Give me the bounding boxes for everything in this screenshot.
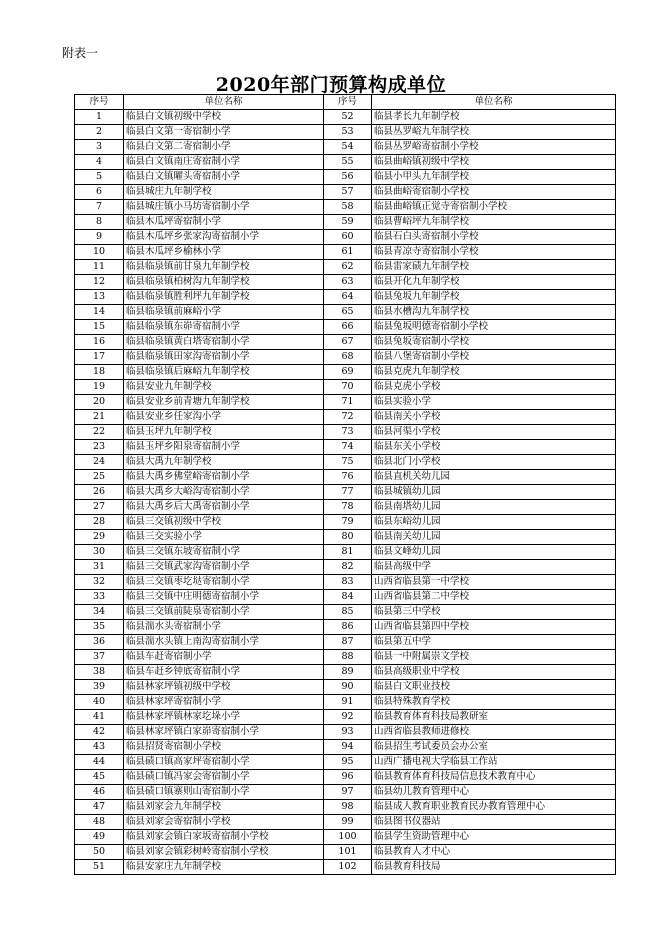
row-name-left: 临县碛口镇冯家会寄宿制小学 [124, 770, 324, 785]
row-index-right: 95 [324, 755, 372, 770]
row-index-right: 92 [324, 710, 372, 725]
row-index-left: 32 [75, 575, 124, 590]
row-name-right: 山西省临县教师进修校 [372, 725, 616, 740]
row-index-left: 34 [75, 605, 124, 620]
row-name-right: 临县教育人才中心 [372, 845, 616, 860]
row-index-right: 66 [324, 320, 372, 335]
row-name-left: 临县湍水头寄宿制小学 [124, 620, 324, 635]
row-name-left: 临县临泉镇田家沟寄宿制小学 [124, 350, 324, 365]
units-table [74, 94, 616, 875]
row-index-right: 87 [324, 635, 372, 650]
row-name-left: 临县安业乡前青塘九年制学校 [124, 395, 324, 410]
table-row [75, 695, 616, 710]
row-name-right: 临县学生资助管理中心 [372, 830, 616, 845]
row-name-left: 临县临泉镇柏树沟九年制学校 [124, 275, 324, 290]
table-row [75, 830, 616, 845]
row-name-left: 临县安业乡任家沟小学 [124, 410, 324, 425]
row-index-right: 72 [324, 410, 372, 425]
row-name-right: 临县丛罗峪寄宿制小学校 [372, 140, 616, 155]
table-row [75, 620, 616, 635]
table-row [75, 275, 616, 290]
row-index-right: 79 [324, 515, 372, 530]
row-name-left: 临县木瓜坪乡榆林小学 [124, 245, 324, 260]
table-row [75, 800, 616, 815]
row-name-left: 临县白文镇初级中学校 [124, 110, 324, 125]
row-index-left: 14 [75, 305, 124, 320]
row-name-left: 临县车赶寄宿制小学 [124, 650, 324, 665]
row-index-left: 4 [75, 155, 124, 170]
row-name-left: 临县刘家会九年制学校 [124, 800, 324, 815]
table-row [75, 440, 616, 455]
row-name-left: 临县临泉镇前麻峪小学 [124, 305, 324, 320]
table-row [75, 545, 616, 560]
row-index-right: 64 [324, 290, 372, 305]
row-index-right: 58 [324, 200, 372, 215]
row-name-left: 临县安业九年制学校 [124, 380, 324, 395]
row-index-right: 93 [324, 725, 372, 740]
row-name-right: 临县曲峪寄宿制小学校 [372, 185, 616, 200]
row-name-left: 临县城庄镇小马坊寄宿制小学 [124, 200, 324, 215]
row-name-right: 临县教育体育科技局信息技术教育中心 [372, 770, 616, 785]
row-index-left: 24 [75, 455, 124, 470]
row-name-left: 临县三交镇前陡泉寄宿制小学 [124, 605, 324, 620]
row-name-right: 临县招生考试委员会办公室 [372, 740, 616, 755]
row-index-left: 46 [75, 785, 124, 800]
row-index-right: 69 [324, 365, 372, 380]
table-row [75, 770, 616, 785]
row-index-right: 73 [324, 425, 372, 440]
header-index-right: 序号 [324, 95, 372, 110]
row-index-left: 20 [75, 395, 124, 410]
row-index-right: 89 [324, 665, 372, 680]
table-row [75, 320, 616, 335]
row-index-left: 45 [75, 770, 124, 785]
table-row [75, 350, 616, 365]
row-index-left: 9 [75, 230, 124, 245]
row-index-left: 17 [75, 350, 124, 365]
row-index-right: 52 [324, 110, 372, 125]
row-index-left: 11 [75, 260, 124, 275]
table-row [75, 860, 616, 875]
page-title: 2020年部门预算构成单位 [215, 74, 447, 96]
row-index-right: 97 [324, 785, 372, 800]
row-name-right: 临县图书仪器站 [372, 815, 616, 830]
table-header-row [75, 95, 616, 110]
table-row [75, 125, 616, 140]
header-index-left: 序号 [75, 95, 124, 110]
row-name-left: 临县临泉镇后麻峪九年制学校 [124, 365, 324, 380]
row-index-right: 98 [324, 800, 372, 815]
row-name-right: 临县丛罗峪九年制学校 [372, 125, 616, 140]
row-name-right: 临县高级中学 [372, 560, 616, 575]
row-index-right: 71 [324, 395, 372, 410]
row-name-left: 临县三交镇武家沟寄宿制小学 [124, 560, 324, 575]
row-name-right: 临县兔坂九年制学校 [372, 290, 616, 305]
row-name-right: 临县教育科技局 [372, 860, 616, 875]
table-row [75, 200, 616, 215]
row-index-right: 94 [324, 740, 372, 755]
row-name-right: 临县第三中学校 [372, 605, 616, 620]
row-index-left: 10 [75, 245, 124, 260]
row-index-right: 68 [324, 350, 372, 365]
row-index-left: 13 [75, 290, 124, 305]
row-name-left: 临县湍水头镇上南沟寄宿制小学 [124, 635, 324, 650]
table-row [75, 725, 616, 740]
table-row [75, 305, 616, 320]
row-name-right: 山西省临县第二中学校 [372, 590, 616, 605]
row-index-left: 29 [75, 530, 124, 545]
table-row [75, 185, 616, 200]
table-row [75, 380, 616, 395]
row-name-left: 临县刘家会镇彩树岭寄宿制小学校 [124, 845, 324, 860]
row-index-right: 99 [324, 815, 372, 830]
table-row [75, 260, 616, 275]
row-index-left: 22 [75, 425, 124, 440]
row-name-left: 临县碛口镇高家坪寄宿制小学 [124, 755, 324, 770]
row-index-right: 60 [324, 230, 372, 245]
row-index-left: 7 [75, 200, 124, 215]
table-row [75, 170, 616, 185]
row-name-right: 山西省临县第一中学校 [372, 575, 616, 590]
row-name-left: 临县招贤寄宿制小学校 [124, 740, 324, 755]
row-name-left: 临县白文镇南庄寄宿制小学 [124, 155, 324, 170]
row-index-right: 82 [324, 560, 372, 575]
table-row [75, 575, 616, 590]
row-index-left: 25 [75, 470, 124, 485]
row-index-left: 44 [75, 755, 124, 770]
table-row [75, 425, 616, 440]
row-name-left: 临县木瓜坪寄宿制小学 [124, 215, 324, 230]
row-name-right: 临县高级职业中学校 [372, 665, 616, 680]
row-name-right: 临县城镇幼儿园 [372, 485, 616, 500]
table-row [75, 710, 616, 725]
row-name-left: 临县白文第一寄宿制小学 [124, 125, 324, 140]
row-name-left: 临县林家坪镇白家峁寄宿制小学 [124, 725, 324, 740]
row-name-left: 临县刘家会寄宿制小学校 [124, 815, 324, 830]
row-name-right: 临县实验小学 [372, 395, 616, 410]
row-index-right: 61 [324, 245, 372, 260]
row-index-right: 74 [324, 440, 372, 455]
table-row [75, 530, 616, 545]
row-name-left: 临县白文镇曜头寄宿制小学 [124, 170, 324, 185]
row-index-left: 40 [75, 695, 124, 710]
table-row [75, 605, 616, 620]
row-index-left: 6 [75, 185, 124, 200]
row-name-left: 临县玉坪乡阳泉寄宿制小学 [124, 440, 324, 455]
row-name-left: 临县林家坪镇初级中学校 [124, 680, 324, 695]
row-index-left: 42 [75, 725, 124, 740]
table-row [75, 365, 616, 380]
header-name-left: 单位名称 [124, 95, 324, 110]
row-name-right: 临县南塔幼儿园 [372, 500, 616, 515]
row-name-right: 临县兔坂寄宿制小学校 [372, 335, 616, 350]
row-index-left: 26 [75, 485, 124, 500]
row-index-right: 53 [324, 125, 372, 140]
row-name-left: 临县林家坪镇林家圪垛小学 [124, 710, 324, 725]
row-name-left: 临县临泉镇胜利坪九年制学校 [124, 290, 324, 305]
row-name-left: 临县白文第二寄宿制小学 [124, 140, 324, 155]
row-name-right: 临县八堡寄宿制小学校 [372, 350, 616, 365]
row-name-right: 临县克虎九年制学校 [372, 365, 616, 380]
row-name-right: 临县北门小学校 [372, 455, 616, 470]
row-index-left: 49 [75, 830, 124, 845]
table-row [75, 650, 616, 665]
row-name-right: 临县曹峪坪九年制学校 [372, 215, 616, 230]
row-name-right: 临县文峰幼儿园 [372, 545, 616, 560]
row-index-right: 84 [324, 590, 372, 605]
row-index-left: 5 [75, 170, 124, 185]
row-name-right: 临县河渠小学校 [372, 425, 616, 440]
row-index-right: 67 [324, 335, 372, 350]
row-index-left: 35 [75, 620, 124, 635]
row-index-left: 51 [75, 860, 124, 875]
row-index-right: 57 [324, 185, 372, 200]
row-index-right: 91 [324, 695, 372, 710]
row-name-left: 临县安家庄九年制学校 [124, 860, 324, 875]
row-name-left: 临县三交镇初级中学校 [124, 515, 324, 530]
row-name-left: 临县玉坪九年制学校 [124, 425, 324, 440]
table-row [75, 215, 616, 230]
row-index-left: 33 [75, 590, 124, 605]
table-row [75, 410, 616, 425]
row-name-right: 临县特殊教育学校 [372, 695, 616, 710]
table-row [75, 140, 616, 155]
row-index-left: 19 [75, 380, 124, 395]
row-index-right: 81 [324, 545, 372, 560]
row-index-right: 100 [324, 830, 372, 845]
table-row [75, 785, 616, 800]
row-index-left: 2 [75, 125, 124, 140]
row-name-right: 临县孝长九年制学校 [372, 110, 616, 125]
table-row [75, 740, 616, 755]
row-name-right: 临县一中附属崇文学校 [372, 650, 616, 665]
table-row [75, 560, 616, 575]
row-name-left: 临县三交实验小学 [124, 530, 324, 545]
row-name-right: 临县小甲头九年制学校 [372, 170, 616, 185]
table-row [75, 500, 616, 515]
row-name-left: 临县木瓜坪乡张家沟寄宿制小学 [124, 230, 324, 245]
attachment-label: 附表一 [62, 46, 99, 60]
row-index-right: 96 [324, 770, 372, 785]
table-row [75, 665, 616, 680]
row-name-right: 临县曲峪镇正觉寺寄宿制小学校 [372, 200, 616, 215]
row-name-left: 临县林家坪寄宿制小学 [124, 695, 324, 710]
table-row [75, 635, 616, 650]
row-index-left: 47 [75, 800, 124, 815]
row-index-left: 48 [75, 815, 124, 830]
row-name-left: 临县临泉镇黄白塔寄宿制小学 [124, 335, 324, 350]
table-row [75, 470, 616, 485]
row-name-left: 临县三交镇枣圪垯寄宿制小学 [124, 575, 324, 590]
row-index-right: 70 [324, 380, 372, 395]
row-name-right: 临县东关小学校 [372, 440, 616, 455]
row-index-left: 18 [75, 365, 124, 380]
row-index-left: 43 [75, 740, 124, 755]
row-index-left: 38 [75, 665, 124, 680]
row-name-right: 临县石白头寄宿制小学校 [372, 230, 616, 245]
row-index-left: 16 [75, 335, 124, 350]
table-row [75, 155, 616, 170]
row-index-right: 59 [324, 215, 372, 230]
row-index-right: 102 [324, 860, 372, 875]
row-index-right: 85 [324, 605, 372, 620]
table-row [75, 755, 616, 770]
row-index-left: 8 [75, 215, 124, 230]
row-index-right: 90 [324, 680, 372, 695]
row-index-right: 55 [324, 155, 372, 170]
row-index-right: 83 [324, 575, 372, 590]
table-row [75, 110, 616, 125]
row-name-left: 临县大禹乡佛堂峪寄宿制小学 [124, 470, 324, 485]
row-name-right: 临县兔坂明德寄宿制小学校 [372, 320, 616, 335]
table-row [75, 455, 616, 470]
row-name-right: 临县克虎小学校 [372, 380, 616, 395]
row-index-right: 65 [324, 305, 372, 320]
row-index-left: 12 [75, 275, 124, 290]
row-name-left: 临县大禹乡后大禹寄宿制小学 [124, 500, 324, 515]
table-row [75, 290, 616, 305]
row-name-left: 临县三交镇东坡寄宿制小学 [124, 545, 324, 560]
row-name-right: 临县开化九年制学校 [372, 275, 616, 290]
row-name-right: 临县南关小学校 [372, 410, 616, 425]
table-row [75, 485, 616, 500]
row-index-right: 78 [324, 500, 372, 515]
row-index-right: 75 [324, 455, 372, 470]
row-name-right: 临县直机关幼儿园 [372, 470, 616, 485]
row-name-left: 临县临泉镇前甘泉九年制学校 [124, 260, 324, 275]
table-body [75, 110, 616, 875]
row-name-right: 临县幼儿教育管理中心 [372, 785, 616, 800]
row-index-left: 39 [75, 680, 124, 695]
row-index-right: 77 [324, 485, 372, 500]
row-index-right: 86 [324, 620, 372, 635]
row-index-left: 21 [75, 410, 124, 425]
row-name-left: 临县碛口镇寨则山寄宿制小学 [124, 785, 324, 800]
row-index-left: 37 [75, 650, 124, 665]
row-index-right: 101 [324, 845, 372, 860]
row-index-right: 63 [324, 275, 372, 290]
row-name-right: 临县南关幼儿园 [372, 530, 616, 545]
table-row [75, 515, 616, 530]
row-index-left: 30 [75, 545, 124, 560]
row-name-right: 临县白文职业技校 [372, 680, 616, 695]
row-name-right: 临县教育体育科技局教研室 [372, 710, 616, 725]
table-row [75, 335, 616, 350]
row-name-left: 临县城庄九年制学校 [124, 185, 324, 200]
row-index-left: 3 [75, 140, 124, 155]
table-row [75, 590, 616, 605]
table-row [75, 395, 616, 410]
row-name-right: 临县青凉寺寄宿制小学校 [372, 245, 616, 260]
row-index-right: 54 [324, 140, 372, 155]
row-name-right: 临县第五中学 [372, 635, 616, 650]
table-row [75, 680, 616, 695]
row-index-right: 88 [324, 650, 372, 665]
row-index-right: 56 [324, 170, 372, 185]
row-index-left: 41 [75, 710, 124, 725]
row-name-left: 临县刘家会镇白家坂寄宿制小学校 [124, 830, 324, 845]
row-name-right: 临县曲峪镇初级中学校 [372, 155, 616, 170]
row-index-right: 80 [324, 530, 372, 545]
row-name-right: 山西省临县第四中学校 [372, 620, 616, 635]
row-index-left: 31 [75, 560, 124, 575]
row-index-left: 23 [75, 440, 124, 455]
row-name-right: 临县雷家碛九年制学校 [372, 260, 616, 275]
table-row [75, 845, 616, 860]
row-name-right: 临县东峪幼儿园 [372, 515, 616, 530]
row-index-left: 28 [75, 515, 124, 530]
row-index-left: 36 [75, 635, 124, 650]
row-index-left: 27 [75, 500, 124, 515]
row-index-left: 50 [75, 845, 124, 860]
row-name-left: 临县大禹乡大峪沟寄宿制小学 [124, 485, 324, 500]
row-name-right: 山西广播电视大学临县工作站 [372, 755, 616, 770]
table-row [75, 245, 616, 260]
header-name-right: 单位名称 [372, 95, 616, 110]
row-index-right: 76 [324, 470, 372, 485]
table-row [75, 815, 616, 830]
row-name-left: 临县临泉镇东峁寄宿制小学 [124, 320, 324, 335]
row-index-left: 15 [75, 320, 124, 335]
row-name-left: 临县车赶乡钟底寄宿制小学 [124, 665, 324, 680]
row-name-left: 临县三交镇中庄明德寄宿制小学 [124, 590, 324, 605]
row-index-right: 62 [324, 260, 372, 275]
row-name-right: 临县成人教育职业教育民办教育管理中心 [372, 800, 616, 815]
table-row [75, 230, 616, 245]
row-index-left: 1 [75, 110, 124, 125]
row-name-right: 临县水槽沟九年制学校 [372, 305, 616, 320]
row-name-left: 临县大禹九年制学校 [124, 455, 324, 470]
